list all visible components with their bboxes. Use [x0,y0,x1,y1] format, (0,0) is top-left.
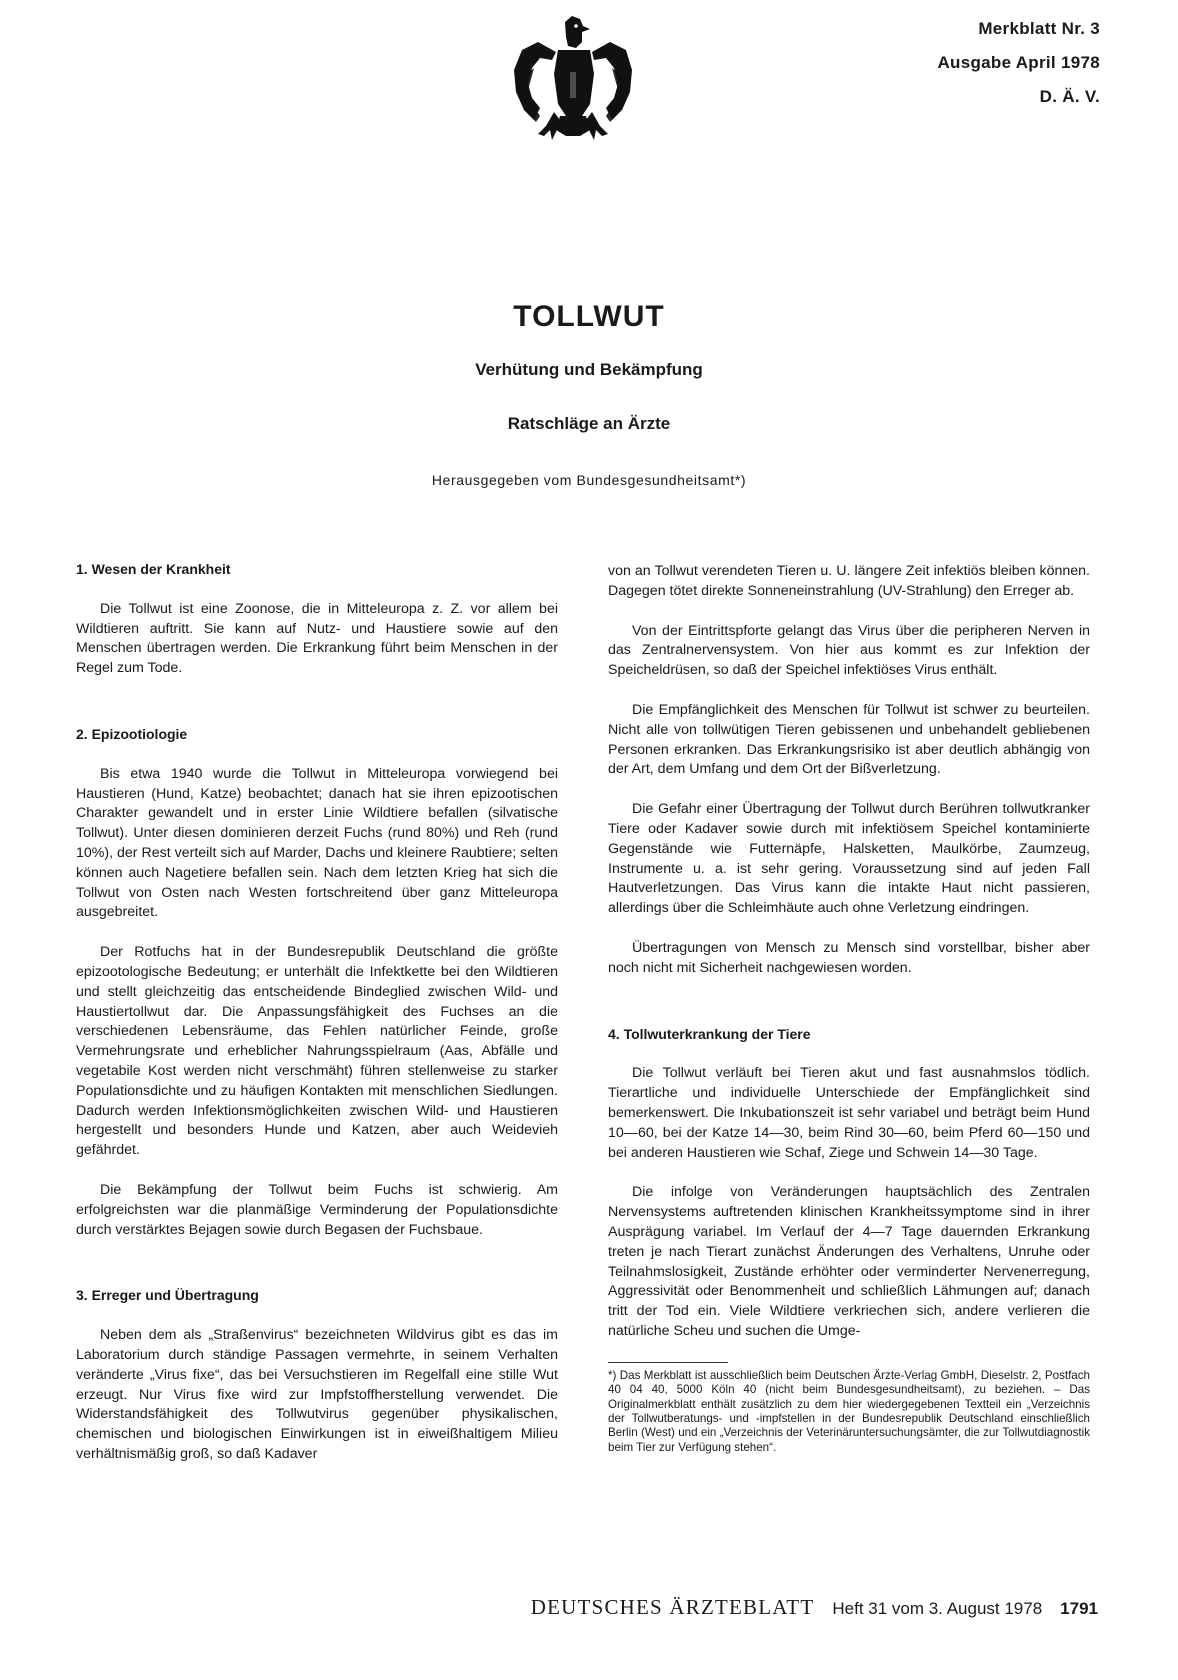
section-3-paragraph-1-continued: von an Tollwut verendeten Tieren u. U. längere Zeit infektiös bleiben können. Dagegen tötet direkte Sonneneinstrahlung (UV-Strahlung) den Erreger ab. [608,563,1090,599]
section-2-paragraph-3: Die Bekämpfung der Tollwut beim Fuchs ist schwierig. Am erfolgreichsten war die planmäßige Verminderung der Populationsdichte durch verstärktes Bejagen sowie durch Begasen der Fuchsbaue. [76,1181,558,1238]
page-number: 1791 [1060,1599,1098,1618]
edition-date: Ausgabe April 1978 [937,53,1100,72]
section-4-heading: 4. Tollwuterkrankung der Tiere [608,1025,811,1042]
subtitle-prevention: Verhütung und Bekämpfung [475,360,703,379]
section-3-paragraph-3: Die Empfänglichkeit des Menschen für Tollwut ist schwer zu beurteilen. Nicht alle von tollwütigen Tieren gebissenen und unbehandelt gebliebenen Personen erkranken. Das Erkrankungsrisiko ist aber deutlich abhängig von der Art, dem Umfang und dem Ort der Bißverletzung. [608,701,1090,778]
sheet-number: Merkblatt Nr. 3 [978,19,1100,38]
footnote-divider [608,1362,728,1363]
issue-info: Heft 31 vom 3. August 1978 [832,1599,1043,1618]
section-3-paragraph-5: Übertragungen von Mensch zu Mensch sind vorstellbar, bisher aber noch nicht mit Sicherheit nachgewiesen worden. [608,939,1090,976]
publisher-short: D. Ä. V. [1039,87,1100,106]
section-4-paragraph-1: Die Tollwut verläuft bei Tieren akut und fast ausnahmslos tödlich. Tierartliche und individuelle Unterschiede der Empfänglichkeit sind bemerkenswert. Die Inkubationszeit ist sehr variabel und beträgt beim Hund 10—60, bei der Katze 14—30, beim Rind 30—60, beim Pferd 60—150 und bei anderen Haustieren wie Schaf, Ziege und Schwein 14—30 Tage. [608,1065,1090,1161]
section-1-paragraph: Die Tollwut ist eine Zoonose, die in Mitteleuropa z. Z. vor allem bei Wildtieren auftritt. Sie kann auf Nutz- und Haustiere sowie auf den Menschen übertragen werden. Die Erkrankung führt beim Menschen in der Regel zum Tode. [76,600,558,677]
section-3-paragraph-1: Neben dem als „Straßenvirus“ bezeichneten Wildvirus gibt es das im Laboratorium durch ständige Passagen vermehrte, in seinem Verhalten veränderte „Virus fixe“, das bei Versuchstieren im Regelfall eine stille Wut erzeugt. Nur Virus fixe wird zur Impfstoffherstellung verwendet. Die Widerstandsfähigkeit des Tollwutvirus gegenüber physikalischen, chemischen und biologischen Einwirkungen ist in eiweißhaltigem Milieu verhältnismäßig groß, so daß Kadaver [76,1327,558,1462]
page-title: TOLLWUT [513,300,665,333]
section-1-heading: 1. Wesen der Krankheit [76,561,231,577]
footnote: *) Das Merkblatt ist ausschließlich beim Deutschen Ärzte-Verlag GmbH, Dieselstr. 2, Postfach 40 04 40, 5000 Köln 40 (nicht beim Bundesgesundheitsamt), zu beziehen. – Das Originalmerkblatt enthält zusätzlich zu dem hier wiedergegebenen Textteil ein „Verzeichnis der Tollwutberatungs- und -impfstellen in der Bundesrepublik Deutschland einschließlich Berlin (West) und ein „Verzeichnis der Veterinäruntersuchungsämter, die zur Tollwutdiagnostik beim Tier zur Verfügung stehen“. [608,1368,1090,1454]
subtitle-advice: Ratschläge an Ärzte [507,414,671,433]
journal-name: DEUTSCHES ÄRZTEBLATT [530,1595,815,1619]
page-footer [424,1595,1098,1620]
section-3-heading: 3. Erreger und Übertragung [76,1287,259,1304]
section-2-heading: 2. Epizootiologie [76,725,188,742]
section-2-paragraph-2: Der Rotfuchs hat in der Bundesrepublik Deutschland die größte epizootologische Bedeutung; er unterhält die Infektkette bei den Wildtieren und stellt gleichzeitig das entscheidende Bindeglied zwischen Wild- und Haustiertollwut dar. Die Anpassungsfähigkeit des Fuchses an die verschiedenen Lebensräume, das Fehlen natürlicher Feinde, große Vermehrungsrate und erheblicher Nahrungsspielraum (Aas, Abfälle und vegetabile Kost werden nicht verschmäht) führen stellenweise zu starker Populationsdichte und zu häufigen Kontakten mit menschlichen Siedlungen. Dadurch werden Infektionsmöglichkeiten zwischen Wild- und Haustieren hergestellt und besonders Hunde und Katzen, aber auch Weidevieh gefährdet. [76,944,558,1159]
federal-eagle-emblem [510,12,636,155]
section-3-paragraph-2: Von der Eintrittspforte gelangt das Virus über die peripheren Nerven in das Zentralnervensystem. Von hier aus kommt es zur Infektion der Speicheldrüsen, so daß der Speichel infektiöses Virus enthält. [608,622,1090,679]
document-meta [937,20,1100,122]
right-column [608,562,1090,1475]
section-3-paragraph-4: Die Gefahr einer Übertragung der Tollwut durch Berühren tollwutkranker Tiere oder Kadaver sowie durch mit infektiösem Speichel kontaminierte Gegenstände wie Futternäpfe, Halsketten, Maulkörbe, Zaumzeug, Instrumente u. a. ist sehr gering. Voraussetzung sind auf jeden Fall Hautverletzungen. Das Virus kann die intakte Haut nicht passieren, allerdings über die Schleimhäute auch ohne Verletzung eindringen. [608,801,1090,917]
section-2-paragraph-1: Bis etwa 1940 wurde die Tollwut in Mitteleuropa vorwiegend bei Haustieren (Hund, Katze) beobachtet; danach hat sie ihren epizootischen Charakter gewandelt und in erster Linie Wildtiere befallen (silvatische Tollwut). Unter diesen dominieren derzeit Fuchs (rund 80%) und Reh (rund 10%), der Rest verteilt sich auf Marder, Dachs und kleinere Raubtiere; selten können auch Nagetiere befallen sein. Nach dem letzten Krieg hat sich die Tollwut von Osten nach Westen fortschreitend über ganz Mitteleuropa ausgebreitet. [76,765,558,921]
left-column [76,560,558,1485]
section-4-paragraph-2: Die infolge von Veränderungen hauptsächlich des Zentralen Nervensystems auftretenden klinischen Krankheitssymptome sind in ihrer Ausprägung variabel. Im Verlauf der 4—7 Tage dauernden Erkrankung treten je nach Tierart zunächst Änderungen des Verhaltens, Unruhe oder Teilnahmslosigkeit, Zustände erhöhter oder verminderter Nervenerregung, Aggressivität oder Benommenheit und schließlich Lähmungen auf; danach tritt der Tod ein. Viele Wildtiere verkriechen sich, andere verlieren die natürliche Scheu und suchen die Umge- [608,1184,1090,1339]
byline: Herausgegeben vom Bundesgesundheitsamt*) [431,472,747,488]
